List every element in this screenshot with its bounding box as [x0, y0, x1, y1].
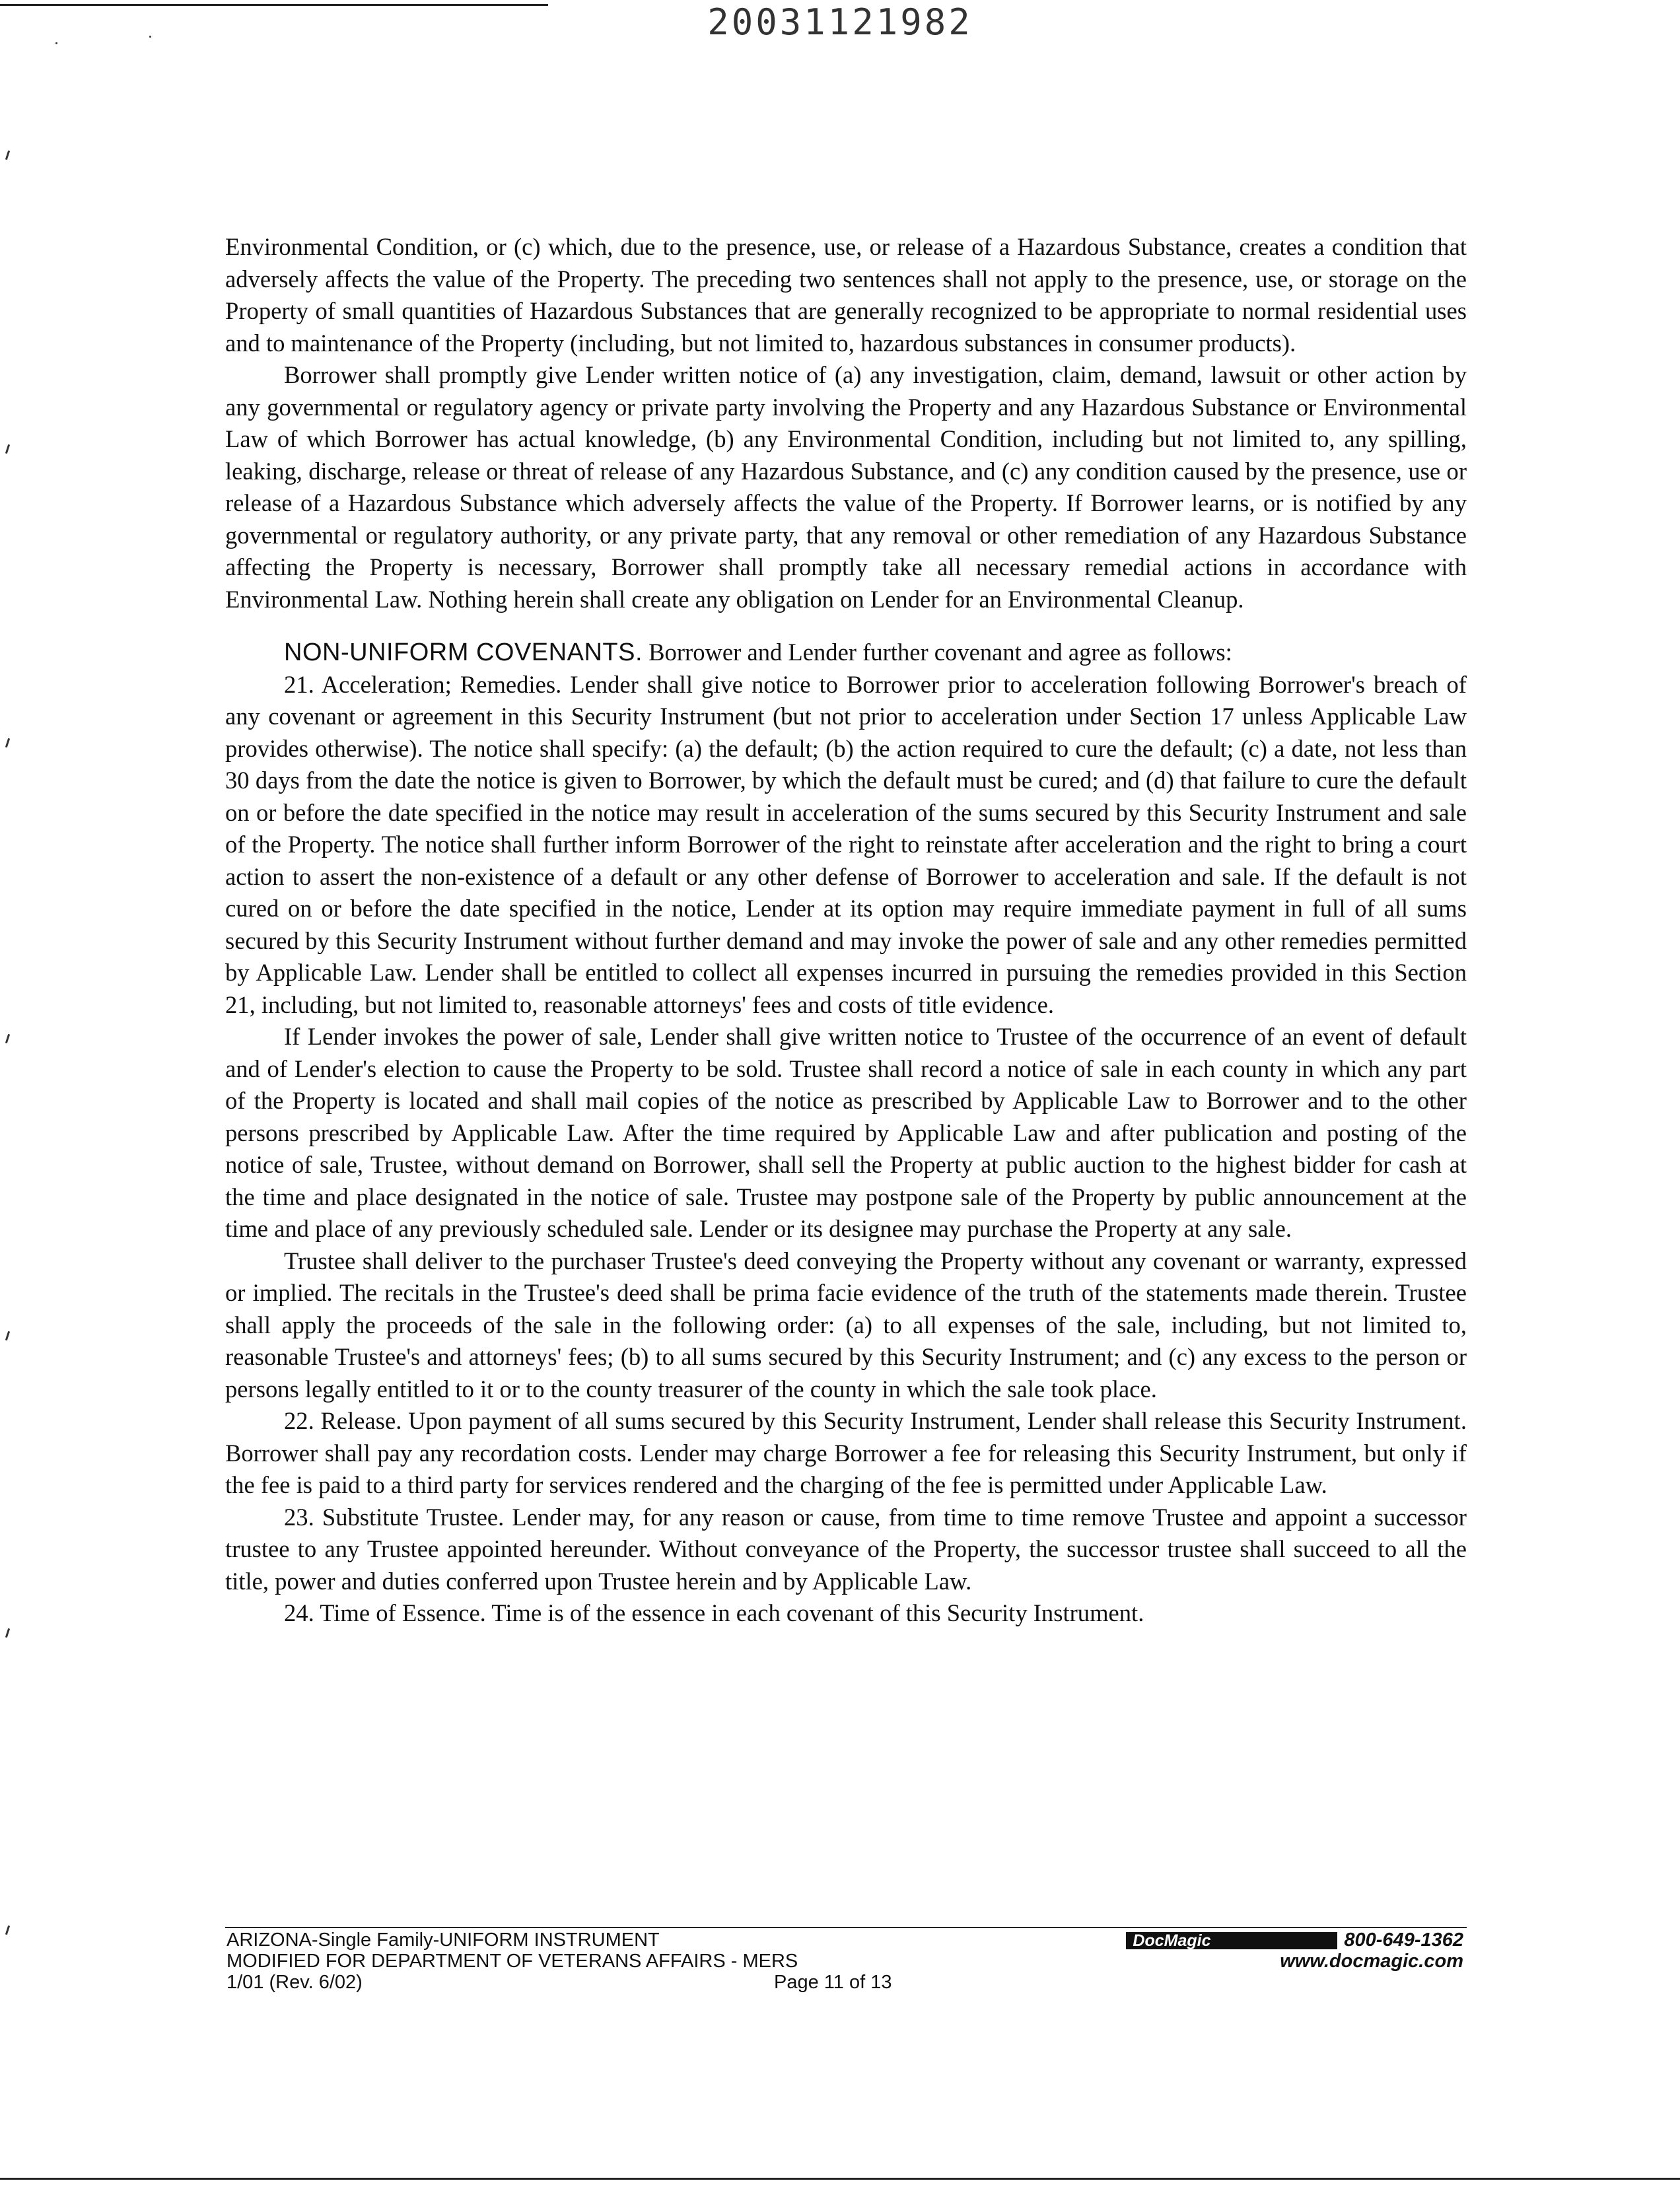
- footer-form-line: MODIFIED FOR DEPARTMENT OF VETERANS AFFAIRS - MERS: [227, 1951, 798, 1972]
- scan-margin-mark: [5, 738, 10, 747]
- section-21-trustee-deed: [225, 1245, 1467, 1406]
- scan-margin-mark: [5, 444, 10, 454]
- non-uniform-covenants: [225, 637, 1467, 669]
- footer-brand: [1126, 1929, 1463, 1972]
- document-body: [225, 231, 1467, 1630]
- section-22: [225, 1405, 1467, 1502]
- footer-form-line: ARIZONA-Single Family-UNIFORM INSTRUMENT: [227, 1929, 660, 1951]
- scan-border-bottom: [0, 2178, 1680, 2180]
- footer-phone: 800-649-1362: [1344, 1929, 1463, 1951]
- section-text: If Lender invokes the power of sale, Lender shall give written notice to Trustee of the occurrence of an event of default and of Lender's election to cause the Property to be sold. Trustee shall record a notice of sale in each county in which any part of the Property is located and shall mail copies of the notice as prescribed by Applicable Law to Borrower and to the other persons prescribed by Applicable Law. After the time required by Applicable Law and after publication and posting of the notice of sale, Trustee, without demand on Borrower, shall sell the Property at public auction to the highest bidder for cash at the time and place designated in the notice of sale. Trustee may postpone sale of the Property by public announcement at the time and place of any previously scheduled sale. Lender or its designee may purchase the Property at any sale.: [225, 1023, 1467, 1242]
- footer-form-line: 1/01 (Rev. 6/02): [227, 1972, 363, 1993]
- section-title: 24. Time of Essence.: [284, 1599, 486, 1626]
- section-text: Trustee shall deliver to the purchaser Trustee's deed conveying the Property without any covenant or warranty, expressed or implied. The recitals in the Trustee's deed shall be prima facie evidence of the truth of the statements made therein. Trustee shall apply the proceeds of the sale in the following order: (a) to all expenses of the sale, including, but not limited to, reasonable Trustee's and attorneys' fees; (b) to all sums secured by this Security Instrument; and (c) any excess to the person or persons legally entitled to it or to the county treasurer of the county in which the sale took place.: [225, 1247, 1467, 1403]
- paragraph-notice: Borrower shall promptly give Lender written notice of (a) any investigation, claim, demand, lawsuit or other action by any governmental or regulatory agency or private party involving the Property and any Hazardous Substance or Environmental Law of which Borrower has actual knowledge, (b) any Environmental Condition, including but not limited to, any spilling, leaking, discharge, release or threat of release of any Hazardous Substance, and (c) any condition caused by the presence, use or release of a Hazardous Substance which adversely affects the value of the Property. If Borrower learns, or is notified by any governmental or regulatory authority, or any private party, that any removal or other remediation of any Hazardous Substance affecting the Property is necessary, Borrower shall promptly take all necessary remedial actions in accordance with Environmental Law. Nothing herein shall create any obligation on Lender for an Environmental Cleanup.: [225, 361, 1467, 613]
- docmagic-logo: DocMagic: [1126, 1932, 1337, 1949]
- section-title: 22. Release.: [284, 1407, 402, 1434]
- footer-form-info: [227, 1929, 798, 1993]
- section-title: 23. Substitute Trustee.: [284, 1503, 505, 1531]
- section-21-power-of-sale: [225, 1021, 1467, 1245]
- page-number: Page 11 of 13: [774, 1972, 892, 1993]
- scan-margin-mark: [5, 1034, 10, 1043]
- paragraph-environmental-condition: Environmental Condition, or (c) which, due to the presence, use, or release of a Hazardous Substance, creates a condition that adversely affects the value of the Property. The preceding two sentences shall not apply to the presence, use, or storage on the Property of small quantities of Hazardous Substances that are generally recognized to be appropriate to normal residential uses and to maintenance of the Property (including, but not limited to, hazardous substances in consumer products).: [225, 233, 1467, 357]
- scan-margin-mark: [5, 151, 10, 160]
- non-uniform-intro: Borrower and Lender further covenant and agree as follows:: [643, 639, 1232, 666]
- section-text: Lender shall give notice to Borrower prior to acceleration following Borrower's breach of any covenant or agreement in this Security Instrument (but not prior to acceleration under Section 17 unless Applicable Law provides otherwise). The notice shall specify: (a) the default; (b) the action required to cure the default; (c) a date, not less than 30 days from the date the notice is given to Borrower, by which the default must be cured; and (d) that failure to cure the default on or before the date specified in the notice may result in acceleration of the sums secured by this Security Instrument and sale of the Property. The notice shall further inform Borrower of the right to reinstate after acceleration and the right to bring a court action to assert the non-existence of a default or any other defense of Borrower to acceleration and sale. If the default is not cured on or before the date specified in the notice, Lender at its option may require immediate payment in full of all sums secured by this Security Instrument without further demand and may invoke the power of sale and any other remedies permitted by Applicable Law. Lender shall be entitled to collect all expenses incurred in pursuing the remedies provided in this Section 21, including, but not limited to, reasonable attorneys' fees and costs of title evidence.: [225, 670, 1467, 1018]
- scan-margin-mark: [5, 1331, 10, 1340]
- section-text: Lender may, for any reason or cause, from time to time remove Trustee and appoint a successor trustee to any Trustee appointed hereunder. Without conveyance of the Property, the successor trustee shall succeed to all the title, power and duties conferred upon Trustee herein and by Applicable Law.: [225, 1503, 1467, 1595]
- section-text: Time is of the essence in each covenant of this Security Instrument.: [485, 1599, 1144, 1626]
- section-24: [225, 1597, 1467, 1630]
- section-21: [225, 669, 1467, 1022]
- section-title: 21. Acceleration; Remedies.: [284, 670, 562, 698]
- scan-margin-mark: [5, 1628, 10, 1638]
- footer-website: www.docmagic.com: [1280, 1951, 1463, 1972]
- document-number: 20031121982: [707, 1, 973, 43]
- scan-margin-mark: [5, 1926, 10, 1935]
- footer-divider: [225, 1927, 1467, 1928]
- non-uniform-heading: NON-UNIFORM COVENANTS.: [284, 639, 643, 666]
- section-23: [225, 1502, 1467, 1598]
- section-text: Upon payment of all sums secured by this Security Instrument, Lender shall release this Security Instrument. Borrower shall pay any recordation costs. Lender may charge Borrower a fee for releasing this Security Instrument, but only if the fee is paid to a third party for services rendered and the charging of the fee is permitted under Applicable Law.: [225, 1407, 1467, 1498]
